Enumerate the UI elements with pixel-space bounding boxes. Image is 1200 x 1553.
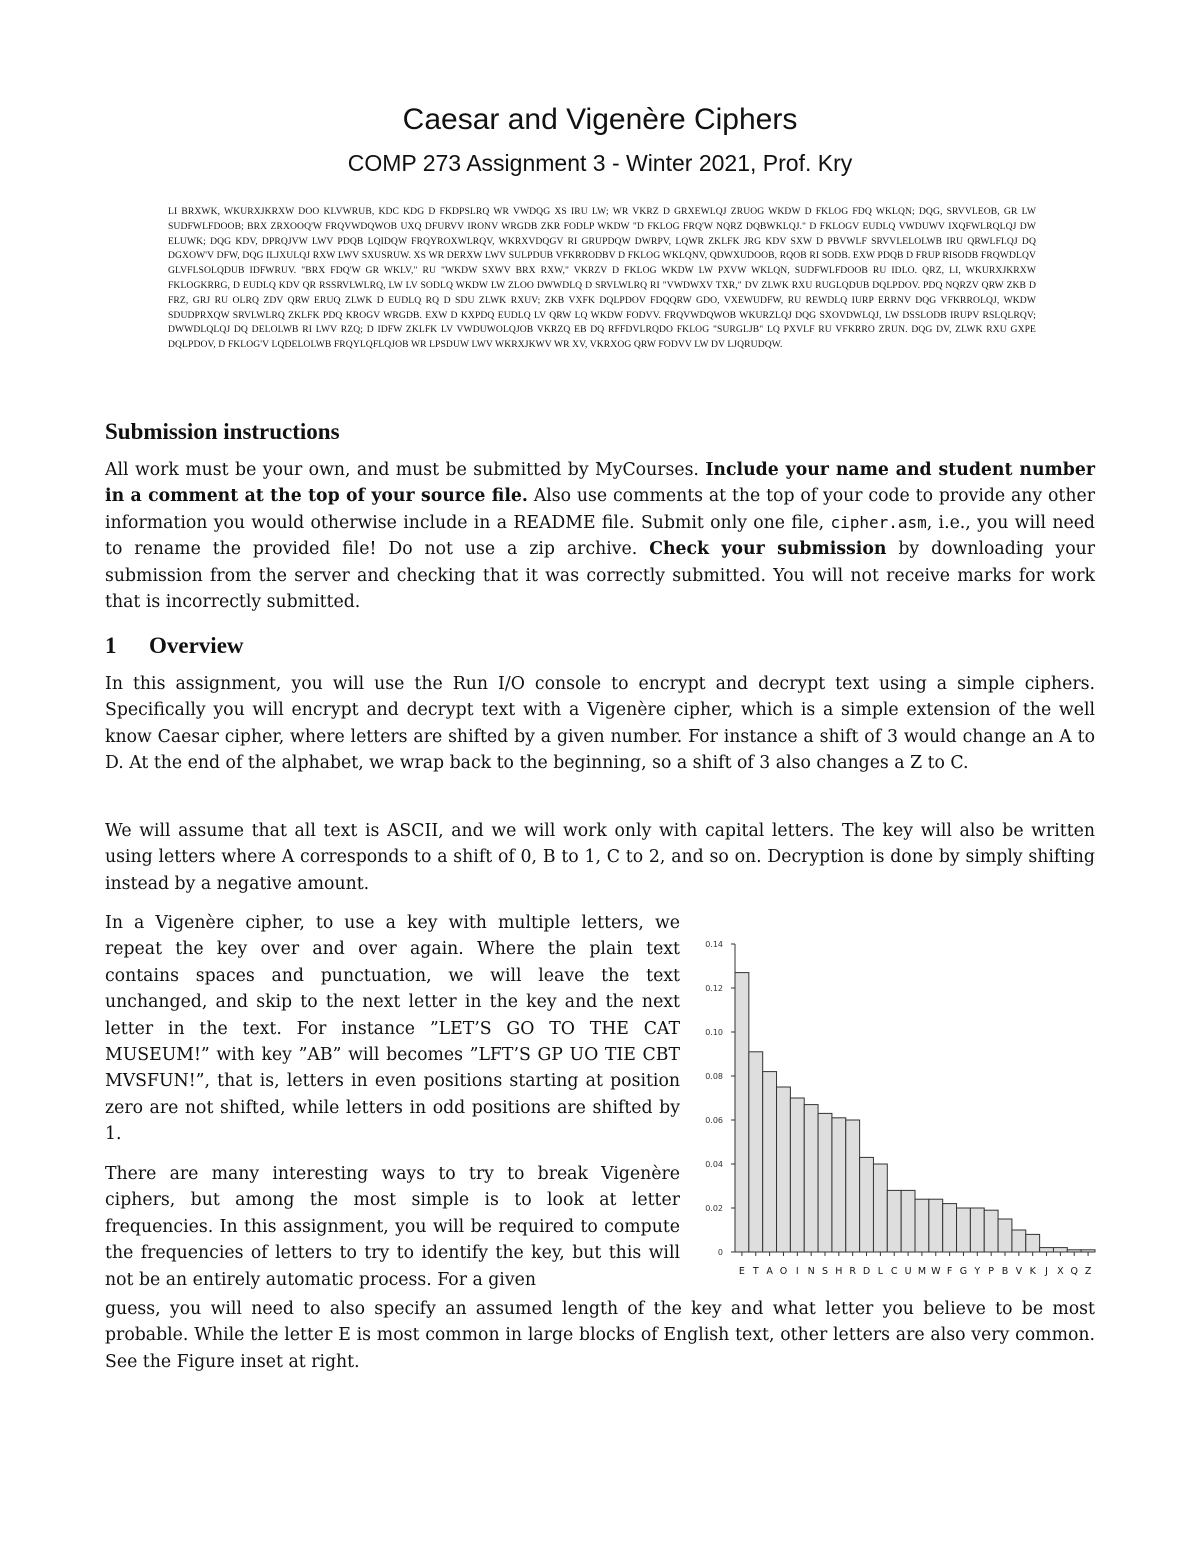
frequency-bar bbox=[1053, 1248, 1067, 1252]
x-category-label: C bbox=[890, 1266, 898, 1277]
x-category-label: Y bbox=[974, 1266, 981, 1277]
x-category-label: U bbox=[904, 1266, 912, 1277]
x-category-label: M bbox=[917, 1266, 927, 1277]
overview-paragraph-2: We will assume that all text is ASCII, and we will work only with capital letters. The key will also be written using letters where A corresponds to a shift of 0, B to 1, C to 2, and so on. Decryption is done by simply shifting instead by a negative amount. bbox=[105, 821, 1095, 894]
x-category-label: P bbox=[988, 1266, 995, 1277]
frequency-bar bbox=[887, 1190, 901, 1252]
x-category-label: L bbox=[877, 1266, 884, 1277]
frequency-bar bbox=[901, 1190, 915, 1252]
submission-filename: cipher.asm bbox=[830, 512, 927, 532]
overview-paragraph-4a: There are many interesting ways to try to break Vigenère ciphers, but among the most simple is to look at letter frequencies. In this assignment, you will be required to compute the frequencies of letters to try to identify the key, but this will not be an entirely automatic process. For a given bbox=[105, 1164, 680, 1290]
frequency-bar bbox=[735, 973, 749, 1252]
x-category-label: G bbox=[959, 1266, 968, 1277]
x-category-label: X bbox=[1057, 1266, 1064, 1277]
y-tick-label: 0.08 bbox=[705, 1072, 723, 1081]
x-category-label: D bbox=[862, 1266, 871, 1277]
frequency-bar bbox=[749, 1052, 763, 1252]
submission-text-3: , i.e., you will need to rename the provided file! Do not use a zip archive. bbox=[105, 512, 1095, 560]
frequency-bar bbox=[970, 1208, 984, 1252]
frequency-bar bbox=[1040, 1248, 1054, 1252]
y-tick-label: 0 bbox=[717, 1248, 723, 1257]
frequency-bar bbox=[790, 1098, 804, 1252]
letter-frequency-chart bbox=[695, 932, 1105, 1287]
frequency-bar bbox=[1026, 1234, 1040, 1252]
x-category-label: S bbox=[821, 1266, 829, 1277]
frequency-bar bbox=[873, 1164, 887, 1252]
frequency-bar bbox=[846, 1120, 860, 1252]
cipher-text-paragraph: LI BRXWK, WKURXJKRXW DOO KLVWRUB, KDC KDG D FKDPSLRQ WR VWDQG XS IRU LW; WR VKRZ D GRXEWLQJ ZRUOG WKDW D FKLOG FDQ WKLQN; DQG, SRVVLEOB, GR LW SUDFWLFDOOB; BRX ZRXOOQ'W FRQVWDQWOB UXQ DFURVV IRONV WRGDB ZKR FODLP WKDW "D FKLOG FRQ'W NQRZ DQBWKLQJ." D FKLOGV EUDLQ VWDUWV IXQFWLRQLQJ DW ELUWK; DQG KDV, DPRQJVW LWV PDQB LQIDQW FRQYROXWLRQV, WKRXVDQGV RI GRUPDQW DWRPV, LQWR ZKLFK JRG KDV SXW D PBVWLF SRVVLELOLWB IRU QRWLFLQJ DQ DGXOW'V DFW, DQG ILJXULQJ RXW LWV SXUSRUW. XS WR DERXW LWV SULPDUB VFKRRODBV D FKLOG WKLQNV, QDWXUDOOB, RQOB RI SODB. EXW PDQB D FRUP RISODB FRQWDLQV GLVFLSOLQDUB IDFWRUV. "BRX FDQ'W GR WKLV," RU "WKDW SXWV BRX RXW," VKRZV D FKLOG WKDW LW PXVW WKLQN, SUDFWLFDOOB RU IDLO. QRZ, LI, WKURXJKRXW FKLOGKRRG, D EUDLQ KDV QR RSSRVLWLRQ, LW LV SODLQ WKDW LW ZLOO DWWDLQ D SRVLWLRQ RI "VWDWXV TXR," DV ZLWK RXU RUGLQDUB DQLPDOV. PDQ NQRZV QRW ZKB D FRZ, GRJ RU OLRQ ZDV QRW ERUQ ZLWK D EUDLQ RQ D SDU ZLWK RXUV; ZKB VXFK DQLPDOV FDQQRW GDO, VXEWUDFW, RU REWDLQ IURP ERRNV DQG VFKRROLQJ, WKDW SDUDPRXQW SRVLWLRQ ZKLFK PDQ KROGV WRGDB. EXW D KXPDQ EUDLQ LV QRW LQ WKDW FODVV. FRQVWDQWOB WKURZLQJ DQG SXOVDWLQJ, LW DSSLODB IRUPV RSLQLRQV; DWWDLQLQJ DQ DELOLWB RI LWV RZQ; D IDFW ZKLFK LV VWDUWOLQJOB VKRZQ EB DQ RFFDVLRQDO FKLOG "SURGLJB" LQ PXVLF RU VFKRRO ZRUN. DQG DV, ZLWK RXU GXPE DQLPDOV, D FKLOG'V LQDELOLWB FRQYLQFLQJOB WR LPSDUW LWV WKRXJKWV WR XV, VKRXOG QRW FODVV LW DV LJQRUDQW. bbox=[168, 206, 1036, 351]
x-category-label: H bbox=[835, 1266, 843, 1277]
frequency-bar bbox=[777, 1087, 791, 1252]
frequency-bar bbox=[943, 1204, 957, 1252]
submission-text-2: Also use comments at the top of your code to provide any other information you would otherwise include in a README file. Submit only one file, bbox=[105, 486, 1095, 533]
frequency-bar bbox=[818, 1113, 832, 1252]
frequency-bar bbox=[915, 1199, 929, 1252]
frequency-bar bbox=[1012, 1230, 1026, 1252]
letter-frequency-svg bbox=[695, 932, 1105, 1287]
x-category-label: J bbox=[1045, 1266, 1048, 1277]
x-category-label: F bbox=[946, 1266, 953, 1277]
x-category-label: A bbox=[766, 1266, 773, 1277]
overview-paragraph-4b: guess, you will need to also specify an assumed length of the key and what letter you believe to be most probable. While the letter E is most common in large blocks of English text, other letters are also very common. See the Figure inset at right. bbox=[105, 1299, 1095, 1372]
y-tick-label: 0.14 bbox=[705, 940, 723, 949]
y-tick-label: 0.04 bbox=[705, 1160, 723, 1169]
overview-paragraph-3: In a Vigenère cipher, to use a key with multiple letters, we repeat the key over and over again. Where the plain text contains spaces and punctuation, we will leave the text unchanged, and skip to the next letter in the key and the next letter in the text. For instance ”LET’S GO TO THE CAT MUSEUM!” with key ”AB” will becomes ”LFT’S GP UO TIE CBT MVSFUN!”, that is, letters in even positions starting at position zero are not shifted, while letters in odd positions are shifted by 1. bbox=[105, 913, 680, 1145]
x-category-label: K bbox=[1029, 1266, 1036, 1277]
frequency-bar bbox=[860, 1157, 874, 1252]
frequency-bar bbox=[832, 1118, 846, 1252]
x-category-label: R bbox=[849, 1266, 856, 1277]
frequency-bar bbox=[763, 1072, 777, 1252]
frequency-bar bbox=[984, 1210, 998, 1252]
y-tick-label: 0.02 bbox=[705, 1204, 723, 1213]
submission-bold-1: Include your name and student number in a comment at the top of your source file. bbox=[105, 460, 1095, 507]
frequency-bar bbox=[1081, 1250, 1095, 1252]
submission-text-1: All work must be your own, and must be submitted by MyCourses. bbox=[105, 460, 699, 480]
x-category-label: E bbox=[738, 1266, 745, 1277]
frequency-bar bbox=[998, 1219, 1012, 1252]
submission-text-4: by downloading your submission from the server and checking that it was correctly submitted. You will not receive marks for work that is incorrectly submitted. bbox=[105, 539, 1095, 613]
y-tick-label: 0.12 bbox=[705, 984, 723, 993]
x-category-label: I bbox=[795, 1266, 799, 1277]
document-title: Caesar and Vigenère Ciphers bbox=[402, 103, 798, 136]
x-category-label: B bbox=[1001, 1266, 1009, 1277]
frequency-bar bbox=[804, 1105, 818, 1252]
x-category-label: N bbox=[807, 1266, 815, 1277]
x-category-label: V bbox=[1015, 1266, 1023, 1277]
y-tick-label: 0.10 bbox=[705, 1028, 723, 1037]
submission-bold-2: Check your submission bbox=[649, 539, 887, 560]
y-tick-label: 0.06 bbox=[705, 1116, 723, 1125]
submission-heading: Submission instructions bbox=[105, 419, 340, 444]
submission-paragraph bbox=[105, 457, 1095, 615]
x-category-label: O bbox=[779, 1266, 788, 1277]
x-category-label: Q bbox=[1070, 1266, 1078, 1277]
frequency-bar bbox=[929, 1199, 943, 1252]
x-category-label: W bbox=[931, 1266, 941, 1277]
overview-section-number: 1 bbox=[105, 633, 117, 658]
x-category-label: T bbox=[752, 1266, 759, 1277]
overview-paragraph-1: In this assignment, you will use the Run I/O console to encrypt and decrypt text using a simple ciphers. Specifically you will encrypt and decrypt text with a Vigenère cipher, which is a simple extension of the well know Caesar cipher, where letters are shifted by a given number. For instance a shift of 3 would change an A to D. At the end of the alphabet, we wrap back to the beginning, so a shift of 3 also changes a Z to C. bbox=[105, 674, 1095, 774]
overview-heading bbox=[105, 631, 244, 661]
overview-section-title: Overview bbox=[149, 633, 244, 658]
x-category-label: Z bbox=[1084, 1266, 1092, 1277]
document-subtitle: COMP 273 Assignment 3 - Winter 2021, Prof. Kry bbox=[347, 150, 853, 176]
frequency-bar bbox=[1067, 1250, 1081, 1252]
frequency-bar bbox=[957, 1208, 971, 1252]
